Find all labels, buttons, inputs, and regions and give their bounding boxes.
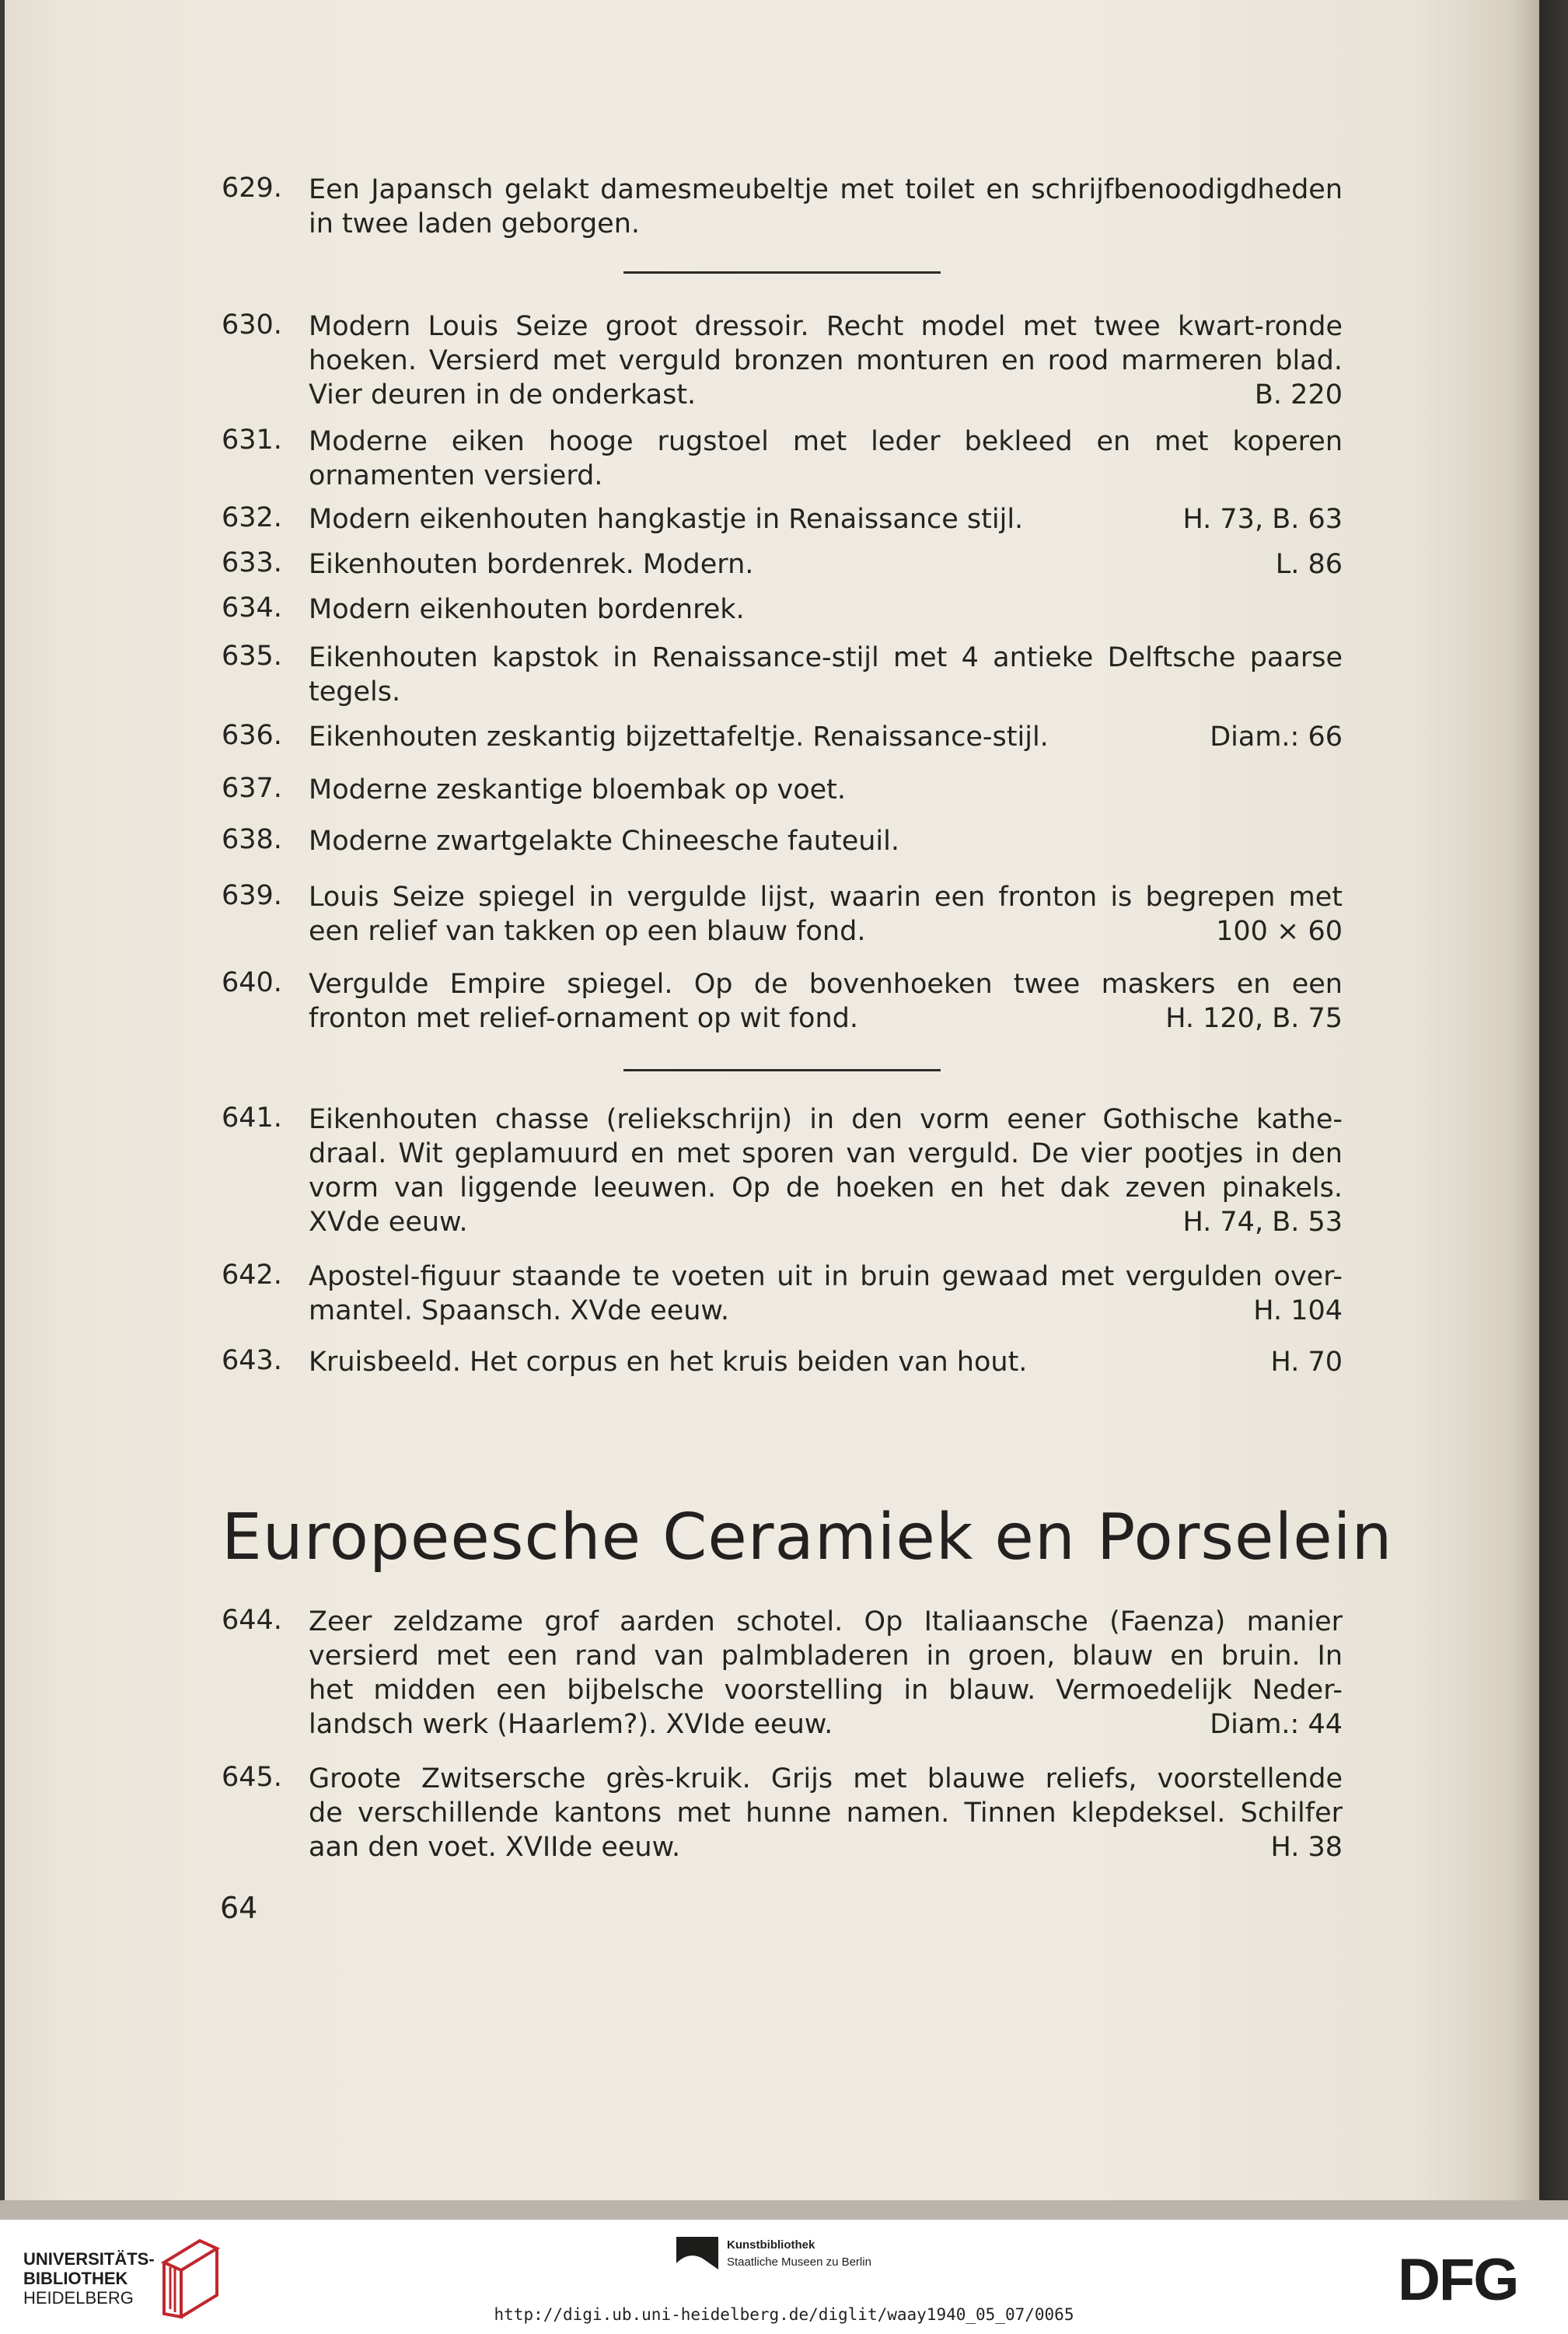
entry-description: [309, 173, 1343, 241]
entry-line-text: in twee laden geborgen.: [309, 208, 641, 239]
entry-line: Groote Zwitsersche grès-kruik. Grijs met blauwe reliefs, voorstellende: [309, 1763, 1343, 1794]
section-rule: [623, 1069, 941, 1071]
entry-line: [309, 914, 1343, 949]
entry-description: [309, 592, 1343, 627]
entry-dimensions: H. 38: [1270, 1832, 1343, 1863]
entry-dimensions: 100 × 60: [1216, 916, 1343, 947]
catalogue-entry: [222, 641, 1343, 709]
section-rule: [623, 271, 941, 274]
kb-line2: Staatliche Museen zu Berlin: [727, 2255, 871, 2269]
entry-line: het midden een bijbelsche voorstelling in blauw. Vermoedelijk Neder-: [309, 1675, 1343, 1706]
catalogue-entry: [222, 967, 1343, 1036]
catalogue-entry: [222, 547, 1343, 582]
entry-description: [309, 1605, 1343, 1742]
ub-logo-line3: HEIDELBERG: [23, 2288, 134, 2308]
entry-description: [309, 425, 1343, 493]
catalogue-entry: [222, 309, 1343, 412]
entry-description: [309, 1102, 1343, 1239]
entry-line: versierd met een rand van palmbladeren in groen, blauw en bruin. In: [309, 1640, 1343, 1672]
entry-line: Zeer zeldzame grof aarden schotel. Op Italiaansche (Faenza) manier: [309, 1606, 1343, 1637]
entry-description: [309, 824, 1343, 858]
entry-description: [309, 547, 1343, 582]
entry-number: 641.: [222, 1102, 282, 1134]
entry-line: [309, 1001, 1343, 1036]
entry-description: [309, 773, 1343, 807]
entry-number: 634.: [222, 592, 282, 624]
catalogue-entry: [222, 1102, 1343, 1239]
entry-number: 642.: [222, 1260, 282, 1291]
entry-line: [309, 773, 1343, 807]
entry-number: 631.: [222, 425, 282, 456]
entry-dimensions: H. 70: [1270, 1347, 1343, 1378]
entry-line-text: XVde eeuw.: [309, 1207, 468, 1238]
kunstbibliothek-logo-icon: [675, 2235, 720, 2276]
ub-heidelberg-logo[interactable]: [23, 2249, 155, 2308]
entry-description: [309, 502, 1343, 536]
entry-line-text: tegels.: [309, 676, 401, 708]
entry-line-text: Eikenhouten bordenrek. Modern.: [309, 549, 754, 580]
entry-line: Louis Seize spiegel in vergulde lijst, waarin een fronton is begrepen met: [309, 882, 1343, 913]
dfg-logo[interactable]: DFG: [1398, 2247, 1518, 2313]
entry-line: Modern Louis Seize groot dressoir. Recht model met twee kwart-ronde: [309, 311, 1343, 342]
entry-line: draal. Wit geplamuurd en met sporen van verguld. De vier pootjes in den: [309, 1138, 1343, 1169]
entry-description: [309, 309, 1343, 412]
entry-dimensions: H. 73, B. 63: [1182, 504, 1343, 535]
entry-line: Vergulde Empire spiegel. Op de bovenhoeken twee maskers en een: [309, 969, 1343, 1000]
entry-line: de verschillende kantons met hunne namen. Tinnen klepdeksel. Schilfer: [309, 1798, 1343, 1829]
entry-number: 632.: [222, 502, 282, 533]
entry-line-text: Moderne zwartgelakte Chineesche fauteuil.: [309, 826, 899, 857]
entry-line: Apostel-figuur staande te voeten uit in bruin gewaad met vergulden over-: [309, 1261, 1343, 1292]
entry-description: [309, 1260, 1343, 1328]
entry-number: 639.: [222, 880, 282, 911]
catalogue-entry: [222, 1345, 1343, 1379]
entry-line: Eikenhouten kapstok in Renaissance-stijl met 4 antieke Delftsche paarse: [309, 642, 1343, 673]
entry-line: [309, 824, 1343, 858]
entry-line-text: ornamenten versierd.: [309, 460, 603, 491]
entry-line: [309, 502, 1343, 536]
entry-line: Eikenhouten chasse (reliekschrijn) in den vorm eener Gothische kathe-: [309, 1104, 1343, 1135]
permalink-url[interactable]: http://digi.ub.uni-heidelberg.de/diglit/waay1940_05_07/0065: [494, 2305, 1074, 2324]
section-heading: Europeesche Ceramiek en Porselein: [222, 1501, 1393, 1574]
kb-line1: Kunstbibliothek: [727, 2238, 815, 2252]
entry-line-text: fronton met relief-ornament op wit fond.: [309, 1003, 858, 1034]
entry-number: 640.: [222, 967, 282, 998]
entry-description: [309, 1762, 1343, 1864]
entry-dimensions: B. 220: [1254, 379, 1343, 411]
entry-dimensions: L. 86: [1275, 549, 1343, 580]
entry-line: [309, 378, 1343, 412]
entry-line-text: een relief van takken op een blauw fond.: [309, 916, 866, 947]
entry-line: [309, 1345, 1343, 1379]
entry-dimensions: Diam.: 44: [1210, 1709, 1343, 1740]
entry-description: [309, 641, 1343, 709]
entry-line: [309, 459, 1343, 493]
entry-line-text: Modern eikenhouten hangkastje in Renaissance stijl.: [309, 504, 1024, 535]
catalogue-entry: [222, 720, 1343, 754]
ub-logo-line2: BIBLIOTHEK: [23, 2269, 128, 2288]
catalogue-entry: [222, 1605, 1343, 1742]
catalogue-entry: [222, 425, 1343, 493]
entry-line-text: Kruisbeeld. Het corpus en het kruis beiden van hout.: [309, 1347, 1028, 1378]
entry-number: 643.: [222, 1345, 282, 1376]
catalogue-entry: [222, 173, 1343, 241]
catalogue-entry: [222, 880, 1343, 949]
entry-line: [309, 1830, 1343, 1864]
entry-number: 630.: [222, 309, 282, 341]
entry-number: 633.: [222, 547, 282, 578]
entry-number: 636.: [222, 720, 282, 751]
entry-dimensions: H. 120, B. 75: [1165, 1003, 1343, 1034]
entry-line: [309, 720, 1343, 754]
entry-line: Moderne eiken hooge rugstoel met leder bekleed en met koperen: [309, 426, 1343, 457]
catalogue-entry: [222, 1260, 1343, 1328]
entry-number: 644.: [222, 1605, 282, 1636]
entry-line: [309, 675, 1343, 709]
entry-line-text: aan den voet. XVIIde eeuw.: [309, 1832, 681, 1863]
catalogue-entry: [222, 1762, 1343, 1864]
entry-line: [309, 207, 1343, 241]
entry-dimensions: H. 74, B. 53: [1182, 1207, 1343, 1238]
entry-number: 629.: [222, 173, 282, 204]
catalogue-entry: [222, 824, 1343, 858]
entry-number: 638.: [222, 824, 282, 855]
entry-number: 637.: [222, 773, 282, 804]
entry-description: [309, 1345, 1343, 1379]
scan-bottom-edge: [0, 2200, 1568, 2220]
entry-line-text: landsch werk (Haarlem?). XVIde eeuw.: [309, 1709, 833, 1740]
entry-line: [309, 1707, 1343, 1742]
entry-line-text: Vier deuren in de onderkast.: [309, 379, 697, 411]
entry-number: 645.: [222, 1762, 282, 1793]
entry-line: [309, 547, 1343, 582]
catalogue-entry: [222, 592, 1343, 627]
entry-line-text: Modern eikenhouten bordenrek.: [309, 594, 745, 625]
catalogue-entry: [222, 773, 1343, 807]
entry-line: vorm van liggende leeuwen. Op de hoeken en het dak zeven pinakels.: [309, 1172, 1343, 1204]
catalogue-entry: [222, 502, 1343, 536]
entry-line: Een Japansch gelakt damesmeubeltje met toilet en schrijfbenoodigdheden: [309, 174, 1343, 205]
entry-line-text: Eikenhouten zeskantig bijzettafeltje. Renaissance-stijl.: [309, 722, 1049, 753]
entry-number: 635.: [222, 641, 282, 672]
entry-line: [309, 1205, 1343, 1239]
entry-line: hoeken. Versierd met verguld bronzen monturen en rood marmeren blad.: [309, 345, 1343, 376]
entry-description: [309, 720, 1343, 754]
kunstbibliothek-label: [727, 2237, 871, 2271]
entry-line-text: Moderne zeskantige bloembak op voet.: [309, 774, 847, 805]
entry-line: [309, 592, 1343, 627]
entry-line: [309, 1294, 1343, 1328]
entry-description: [309, 880, 1343, 949]
entry-dimensions: H. 104: [1253, 1295, 1343, 1326]
entry-dimensions: Diam.: 66: [1210, 722, 1343, 753]
entry-description: [309, 967, 1343, 1036]
page-number: 64: [220, 1891, 258, 1925]
entry-line-text: mantel. Spaansch. XVde eeuw.: [309, 1295, 729, 1326]
ub-logo-line1: UNIVERSITÄTS-: [23, 2249, 155, 2269]
